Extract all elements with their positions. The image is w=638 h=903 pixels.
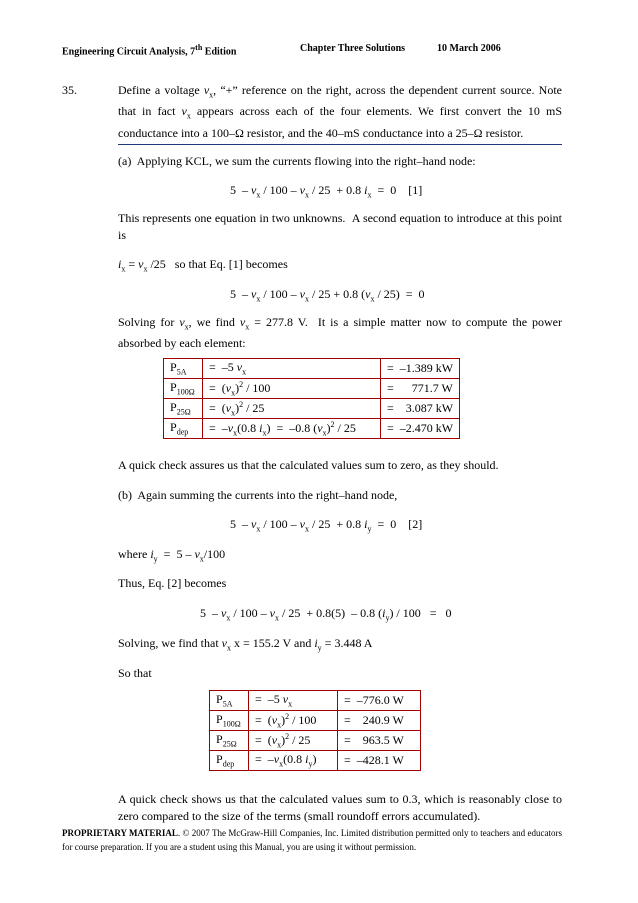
part-b-intro: (b) Again summing the currents into the right–hand node, [118, 488, 398, 502]
running-header-date: 10 March 2006 [437, 43, 501, 54]
part-a-text2: This represents one equation in two unknowns. A second equation to introduce at this point is [118, 211, 562, 242]
substitution-line: $i_x = v_x$ /25 so that Eq. [1] becomes [118, 257, 288, 274]
footer-text: . © 2007 The McGraw-Hill Companies, Inc. Limited distribution permitted only to teachers and educators for course preparation. If you are a student using this Manual, you are using it without permission. [62, 828, 562, 852]
table-row: $P_{100\Omega}$ = $(v_x)^2 / 100$ = 771.7 W [164, 379, 460, 399]
copyright-footer [62, 826, 562, 854]
equation-2-substituted: $5 - v_x / 100 - v_x / 25 + 0.8(5) - 0.8$ $(i_y) / 100 = 0$ [200, 606, 452, 623]
footer-bold: PROPRIETARY MATERIAL [62, 828, 178, 838]
equation-1-substituted: $5 - v_x / 100 - v_x / 25 + 0.8$ $(v_x / 25) = 0$ [230, 287, 425, 304]
table-row: $P_{5A}$ = –5 $v_x$ = –776.0 W [210, 691, 421, 711]
part-b-check: A quick check shows us that the calculated values sum to 0.3, which is reasonably close to zero compared to the size of the terms (small roundoff errors accumulated). [118, 792, 562, 823]
part-a-check: A quick check assures us that the calculated values sum to zero, as they should. [118, 458, 499, 472]
part-a-intro: (a) Applying KCL, we sum the currents flowing into the right–hand node: [118, 154, 476, 168]
table-row: $P_{25\Omega}$ = $(v_x)^2 / 25$ = 3.087 kW [164, 399, 460, 419]
table-row: $P_{5A}$ = –5 $v_x$ = –1.389 kW [164, 359, 460, 379]
equation-1: $5 - v_x / 100 - v_x / 25 + 0.8$ $i_x = 0$ [1] [230, 183, 423, 200]
where-line: where $i_y = 5 - v_x/100$ [118, 547, 226, 564]
so-that-line: So that [118, 666, 152, 680]
separator-rule [118, 144, 562, 145]
part-b-solve: Solving, we find that $v_x$ x = 155.2 V and $i_y = 3.448$ A [118, 636, 373, 653]
equation-2: $5 - v_x / 100 - v_x / 25 + 0.8$ $i_y = 0$ [2] [230, 517, 423, 534]
table-row: $P_{100\Omega}$ = $(v_x)^2 / 100$ = 240.9 W [210, 711, 421, 731]
table-row: $P_{dep}$ = $-v_x(0.8$ $i_x) = -0.8$ $(v_x)^2 / 25$ = –2.470 kW [164, 419, 460, 439]
running-header-book: Engineering Circuit Analysis, 7th Edition [62, 43, 237, 58]
problem-intro: Define a voltage $v_x$, “+” reference on the right, across the dependent current source. Note that in fact $v_x$ appears across each of the four elements. We first convert the 10 mS conductance into a 100–Ω resistor, and the 40–mS conductance into a 25–Ω resistor. [118, 83, 563, 140]
thus-line: Thus, Eq. [2] becomes [118, 576, 227, 590]
problem-number: 35. [62, 83, 77, 97]
table-row: $P_{25\Omega}$ = $(v_x)^2 / 25$ = 963.5 W [210, 731, 421, 751]
power-table-a [163, 358, 460, 439]
part-a-solve: Solving for $v_x$, we find $v_x = 277.8$ V. It is a simple matter now to compute the power absorbed by each element: [118, 315, 562, 351]
running-header-chapter: Chapter Three Solutions [300, 43, 406, 54]
power-table-b [209, 690, 421, 771]
table-row: $P_{dep}$ = $-v_x(0.8$ $i_y$) = –428.1 W [210, 751, 421, 771]
